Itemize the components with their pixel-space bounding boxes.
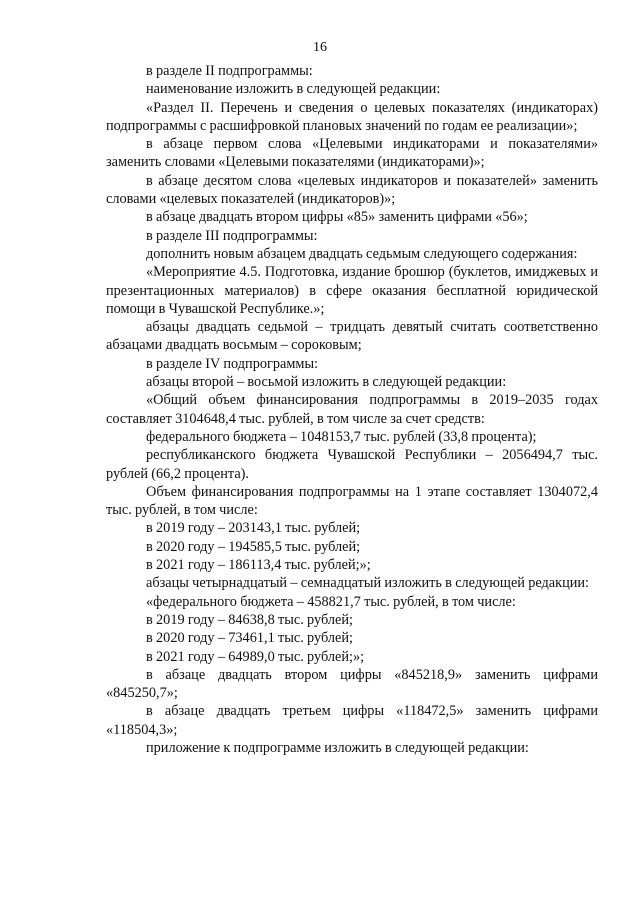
paragraph: наименование изложить в следующей редакции: xyxy=(146,81,441,98)
paragraph: абзацы двадцать седьмой – тридцать девятый считать соответственно абзацами двадцать восьмым – сороковым; xyxy=(106,319,598,354)
paragraph: в 2019 году – 84638,8 тыс. рублей; xyxy=(146,611,353,628)
paragraph: Объем финансирования подпрограммы на 1 этапе составляет 1304072,4 тыс. рублей, в том числе: xyxy=(106,483,598,519)
paragraph: в абзаце десятом слова «целевых индикаторов и показателей» заменить словами «целевых показателей (индикаторов)»; xyxy=(106,172,598,208)
paragraph: в абзаце двадцать третьем цифры «118472,5» заменить цифрами «118504,3»; xyxy=(106,703,598,738)
paragraph: абзацы второй – восьмой изложить в следующей редакции: xyxy=(146,374,507,391)
paragraph: в разделе II подпрограммы: xyxy=(146,63,313,79)
paragraph: в разделе III подпрограммы: xyxy=(146,227,318,244)
paragraph: федерального бюджета – 1048153,7 тыс. рублей (33,8 процента); xyxy=(146,428,537,445)
paragraph: в 2021 году – 186113,4 тыс. рублей;»; xyxy=(146,557,371,574)
paragraph: «Мероприятие 4.5. Подготовка, издание брошюр (буклетов, имиджевых и презентационных материалов) в сфере оказания бесплатной юридической помощи в Чувашской Республике.»; xyxy=(106,264,598,317)
paragraph: в 2020 году – 194585,5 тыс. рублей; xyxy=(146,538,361,555)
paragraph: приложение к подпрограмме изложить в следующей редакции: xyxy=(146,739,529,756)
paragraph: «Общий объем финансирования подпрограммы в 2019–2035 годах составляет 3104648,4 тыс. рублей, в том числе за счет средств: xyxy=(106,392,598,427)
paragraph: республиканского бюджета Чувашской Республики – 2056494,7 тыс. рублей (66,2 процента). xyxy=(106,447,598,482)
page-number: 16 xyxy=(313,40,327,55)
paragraph: в 2020 году – 73461,1 тыс. рублей; xyxy=(146,630,353,647)
paragraph: в разделе IV подпрограммы: xyxy=(146,355,319,372)
paragraph: дополнить новым абзацем двадцать седьмым следующего содержания: xyxy=(146,245,578,262)
document-body xyxy=(106,62,598,757)
paragraph: «федерального бюджета – 458821,7 тыс. рублей, в том числе: xyxy=(146,593,516,610)
paragraph: в абзаце двадцать втором цифры «845218,9» заменить цифрами «845250,7»; xyxy=(106,666,598,702)
paragraph: в абзаце первом слова «Целевыми индикаторами и показателями» заменить словами «Целевыми показателями (индикаторами)»; xyxy=(106,136,598,171)
paragraph: «Раздел II. Перечень и сведения о целевых показателях (индикаторах) подпрограммы с расшифровкой плановых значений по годам ее реализации»; xyxy=(106,99,598,134)
paragraph: в 2021 году – 64989,0 тыс. рублей;»; xyxy=(146,648,365,665)
paragraph: в 2019 году – 203143,1 тыс. рублей; xyxy=(146,520,361,537)
paragraph: в абзаце двадцать втором цифры «85» заменить цифрами «56»; xyxy=(146,209,528,226)
paragraph: абзацы четырнадцатый – семнадцатый изложить в следующей редакции: xyxy=(146,575,590,592)
